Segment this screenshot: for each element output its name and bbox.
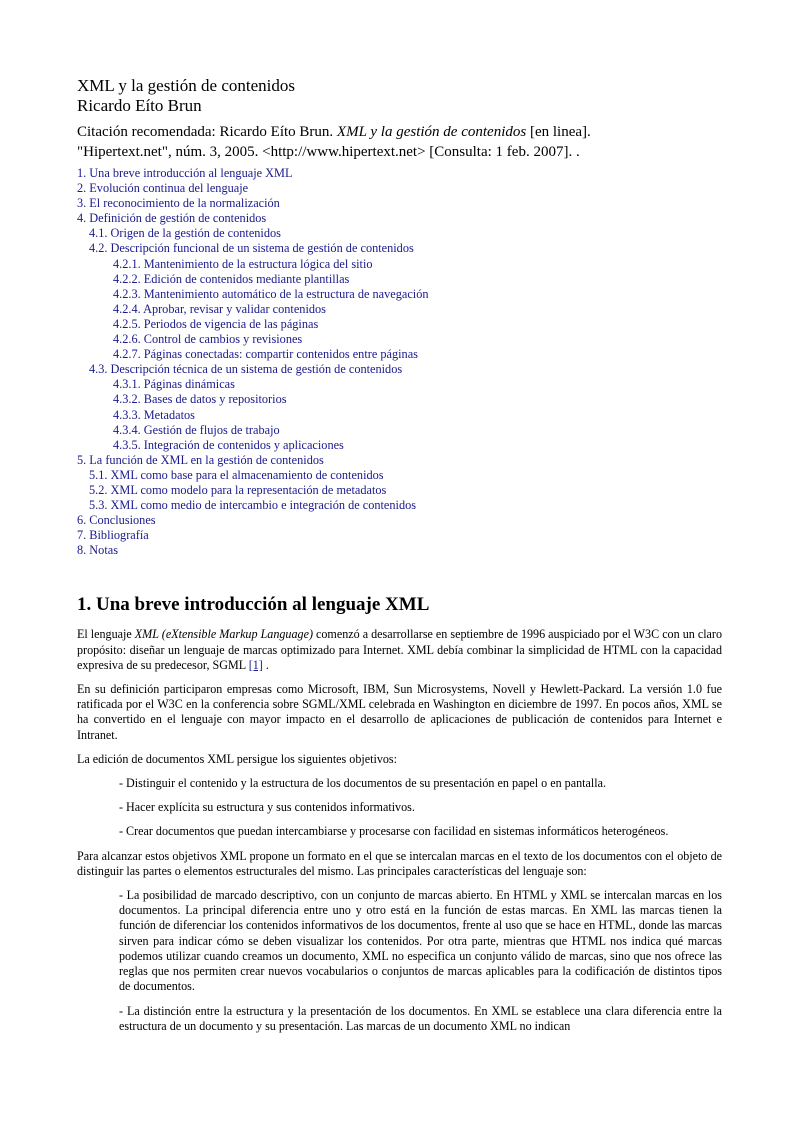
toc-link[interactable]: 4.3.1. Páginas dinámicas [113,377,235,392]
citation-suffix: [en linea]. [526,124,591,140]
toc-item [77,408,722,423]
feature-item: - La posibilidad de marcado descriptivo, con un conjunto de marcas abierto. En HTML y XML se intercalan marcas en los documentos. La principal diferencia entre uno y otro está en la función de estas marcas. En XML las marcas tienen la función de diferenciar los contenidos informativos de los documentos, frente al uso que se hace en HTML, donde las marcas sirven para indicar cómo se deben visualizar los contenidos. Por otra parte, mientras que HTML nos indica qué marcas podemos utilizar cuando creamos un documento, XML no especifica un conjunto válido de marcas, sino que nos ofrece las reglas que nos permiten crear nuevos vocabularios o conjuntos de marcas aplicables para la codificación de distintos tipos de documentos. [119,888,722,994]
toc-link[interactable]: 4.2.2. Edición de contenidos mediante plantillas [113,271,350,286]
toc-link[interactable]: 8. Notas [77,543,118,558]
toc-item [77,498,722,513]
toc-item [77,513,722,528]
toc-link[interactable]: 2. Evolución continua del lenguaje [77,181,249,196]
toc-link[interactable]: 3. El reconocimiento de la normalización [77,196,280,211]
toc-item [77,272,722,287]
toc-item [77,317,722,332]
toc-link[interactable]: 4.3.3. Metadatos [113,407,195,422]
toc-item [77,453,722,468]
toc-item [77,287,722,302]
toc-link[interactable]: 4.3. Descripción técnica de un sistema de gestión de contenidos [89,362,403,377]
document-page [77,76,722,1043]
paragraph: En su definición participaron empresas como Microsoft, IBM, Sun Microsystems, Novell y Hewlett-Packard. La versión 1.0 fue ratificada por el W3C en la conferencia sobre SGML/XML celebrada en Washington en diciembre de 1997. En pocos años, XML se ha convertido en el lenguaje con mayor impacto en el desarrollo de aplicaciones de publicación de contenidos para Internet e Intranet. [77,682,722,742]
toc-item [77,302,722,317]
paragraph-text: El lenguaje [77,627,135,642]
document-title: XML y la gestión de contenidos [77,76,295,95]
objective-item: - Crear documentos que puedan intercambiarse y procesarse con facilidad en sistemas informáticos heterogéneos. [119,824,669,839]
paragraph [77,627,722,673]
toc-link[interactable]: 7. Bibliografía [77,528,149,543]
citation-source: "Hipertext.net", núm. 3, 2005. <http://www.hipertext.net> [Consulta: 1 feb. 2007]. . [77,144,580,160]
toc-link[interactable]: 1. Una breve introducción al lenguaje XML [77,166,293,180]
table-of-contents [77,166,722,558]
toc-link[interactable]: 5.1. XML como base para el almacenamiento de contenidos [89,467,384,482]
toc-link[interactable]: 5. La función de XML en la gestión de contenidos [77,452,324,467]
toc-link[interactable]: 4.2.3. Mantenimiento automático de la estructura de navegación [113,286,429,301]
citation-prefix: Citación recomendada: Ricardo Eíto Brun. [77,124,337,140]
document-author: Ricardo Eíto Brun [77,96,202,115]
toc-link[interactable]: 4. Definición de gestión de contenidos [77,211,267,226]
toc-link[interactable]: 4.3.5. Integración de contenidos y aplicaciones [113,437,344,452]
toc-item [77,362,722,377]
toc-item [77,226,722,241]
objective-item: - Hacer explícita su estructura y sus contenidos informativos. [119,800,415,815]
toc-item [77,241,722,256]
paragraph-text: comenzó a desarrollarse en septiembre de 1996 auspiciado por el W3C con un claro propósito: diseñar un lenguaje de marcas optimizado para Internet. XML debía combinar la simplicidad de HTML con la capacidad expresiva de su predecesor, SGML [77,627,722,672]
toc-item [77,423,722,438]
toc-link[interactable]: 6. Conclusiones [77,513,156,528]
toc-link[interactable]: 5.2. XML como modelo para la representación de metadatos [89,482,387,497]
toc-link[interactable]: 4.2.1. Mantenimiento de la estructura lógica del sitio [113,256,373,271]
toc-link[interactable]: 4.2.5. Periodos de vigencia de las páginas [113,316,319,331]
toc-item [77,528,722,543]
toc-item [77,332,722,347]
section-heading: 1. Una breve introducción al lenguaje XML [77,594,430,616]
feature-item: - La distinción entre la estructura y la presentación de los documentos. En XML se establece una clara diferencia entre la estructura de un documento y su presentación. Las marcas de un documento XML no indican [119,1003,722,1033]
toc-item [77,392,722,407]
paragraph-italic-text: XML (eXtensible Markup Language) [134,627,313,642]
toc-link[interactable]: 4.2.6. Control de cambios y revisiones [113,332,303,347]
toc-link[interactable]: 4.3.2. Bases de datos y repositorios [113,392,287,407]
toc-item [77,377,722,392]
toc-item [77,257,722,272]
citation-work-title: XML y la gestión de contenidos [336,124,527,140]
toc-item [77,211,722,226]
paragraph-text: . [262,657,269,672]
objective-item: - Distinguir el contenido y la estructura de los documentos de su presentación en papel o en pantalla. [119,776,606,791]
toc-link[interactable]: 4.2.7. Páginas conectadas: compartir contenidos entre páginas [113,347,418,362]
toc-link[interactable]: 4.3.4. Gestión de flujos de trabajo [113,422,280,437]
toc-item [77,166,722,181]
toc-item [77,483,722,498]
recommended-citation [77,122,722,162]
toc-link[interactable]: 5.3. XML como medio de intercambio e integración de contenidos [89,498,417,513]
toc-item [77,181,722,196]
toc-link[interactable]: 4.2.4. Aprobar, revisar y validar contenidos [113,301,326,316]
toc-item [77,196,722,211]
footnote-link[interactable]: [1] [248,657,263,672]
toc-link[interactable]: 4.1. Origen de la gestión de contenidos [89,226,281,241]
toc-item [77,438,722,453]
toc-item [77,347,722,362]
toc-item [77,468,722,483]
toc-link[interactable]: 4.2. Descripción funcional de un sistema de gestión de contenidos [89,241,414,256]
paragraph: Para alcanzar estos objetivos XML propone un formato en el que se intercalan marcas en el texto de los documentos con el objeto de distinguir las partes o elementos estructurales del mismo. Las principales características del lenguaje son: [77,848,722,878]
paragraph: La edición de documentos XML persigue los siguientes objetivos: [77,751,397,766]
toc-item [77,543,722,558]
